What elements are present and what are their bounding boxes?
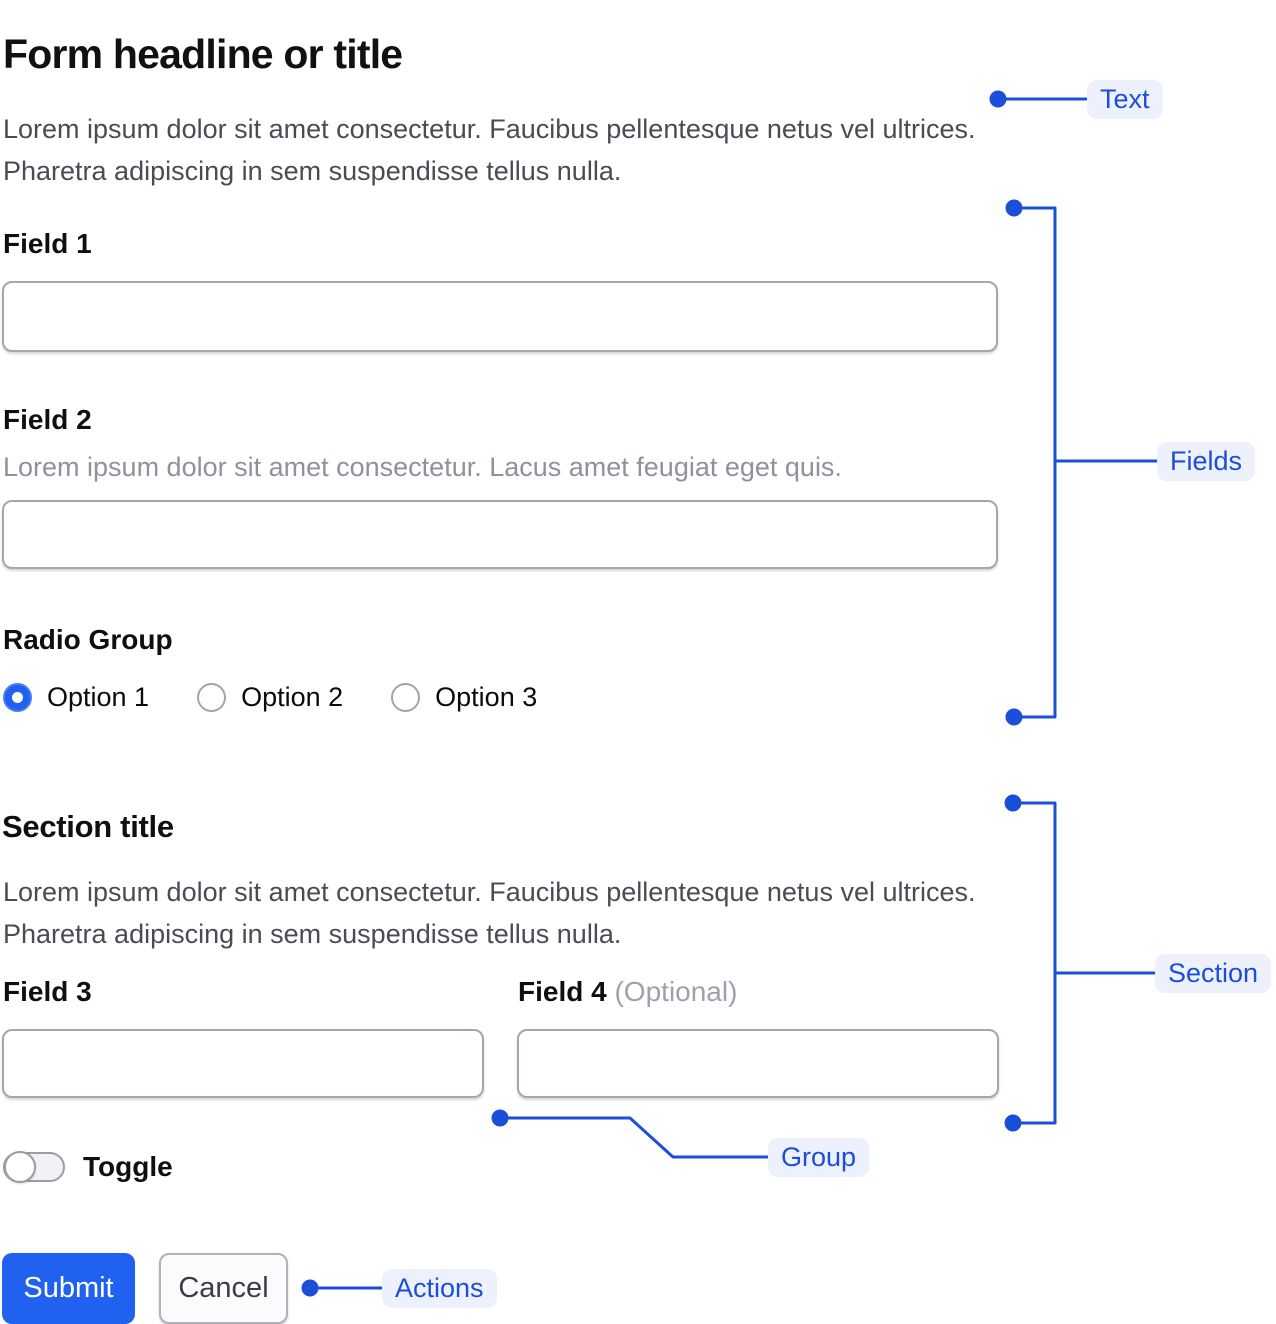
radio-option-2[interactable] [197,682,343,713]
field4-label-text: Field 4 [518,976,607,1007]
text-anchor-dot [990,91,1007,108]
field1-label: Field 1 [3,228,92,259]
radio-option-1[interactable] [3,682,149,713]
cancel-button[interactable]: Cancel [159,1253,288,1324]
radio-group [3,682,537,713]
field2-label: Field 2 [3,404,92,435]
section-top-anchor-dot [1005,795,1022,812]
section-bottom-anchor-dot [1005,1115,1022,1132]
field4-label [518,977,737,1007]
radio-option-label: Option 2 [241,682,344,712]
field3-label: Field 3 [3,976,92,1007]
intro-text: Lorem ipsum dolor sit amet consectetur. Faucibus pellentesque netus vel ultrices. Pharetra adipiscing in sem suspendisse tellus nulla. [3,114,976,186]
radio-option-label: Option 1 [47,682,150,712]
radio-unselected-icon[interactable] [391,683,420,712]
actions-anchor-dot [302,1280,319,1297]
field4-optional-hint: (Optional) [614,976,738,1007]
field4-input[interactable] [517,1029,999,1098]
radio-unselected-icon[interactable] [197,683,226,712]
radio-option-label: Option 3 [435,682,538,712]
group-anchor-dot [492,1110,509,1127]
section-title: Section title [2,808,174,844]
fields-bracket-line [1014,208,1055,717]
group-connector-line [500,1118,768,1157]
field1-input[interactable] [2,281,998,352]
field2-helper-text: Lorem ipsum dolor sit amet consectetur. Lacus amet feugiat eget quis. [3,452,842,482]
actions-annotation-badge: Actions [382,1269,497,1308]
fields-top-anchor-dot [1006,200,1023,217]
radio-group-label: Radio Group [3,624,173,655]
toggle-label: Toggle [83,1151,173,1182]
fields-annotation-badge: Fields [1157,442,1255,481]
radio-selected-icon[interactable] [3,683,32,712]
page-title: Form headline or title [3,31,403,78]
field3-input[interactable] [2,1029,484,1098]
section-annotation-badge: Section [1155,954,1271,993]
fields-bottom-anchor-dot [1006,709,1023,726]
radio-option-3[interactable] [391,682,537,713]
field2-input[interactable] [2,500,998,569]
submit-button[interactable]: Submit [2,1253,135,1324]
section-bracket-line [1013,803,1055,1123]
section-description: Lorem ipsum dolor sit amet consectetur. Faucibus pellentesque netus vel ultrices. Pharetra adipiscing in sem suspendisse tellus nulla. [3,877,976,949]
toggle-knob[interactable] [4,1151,36,1183]
text-annotation-badge: Text [1087,80,1163,119]
group-annotation-badge: Group [768,1138,869,1177]
toggle-switch[interactable] [3,1152,65,1182]
